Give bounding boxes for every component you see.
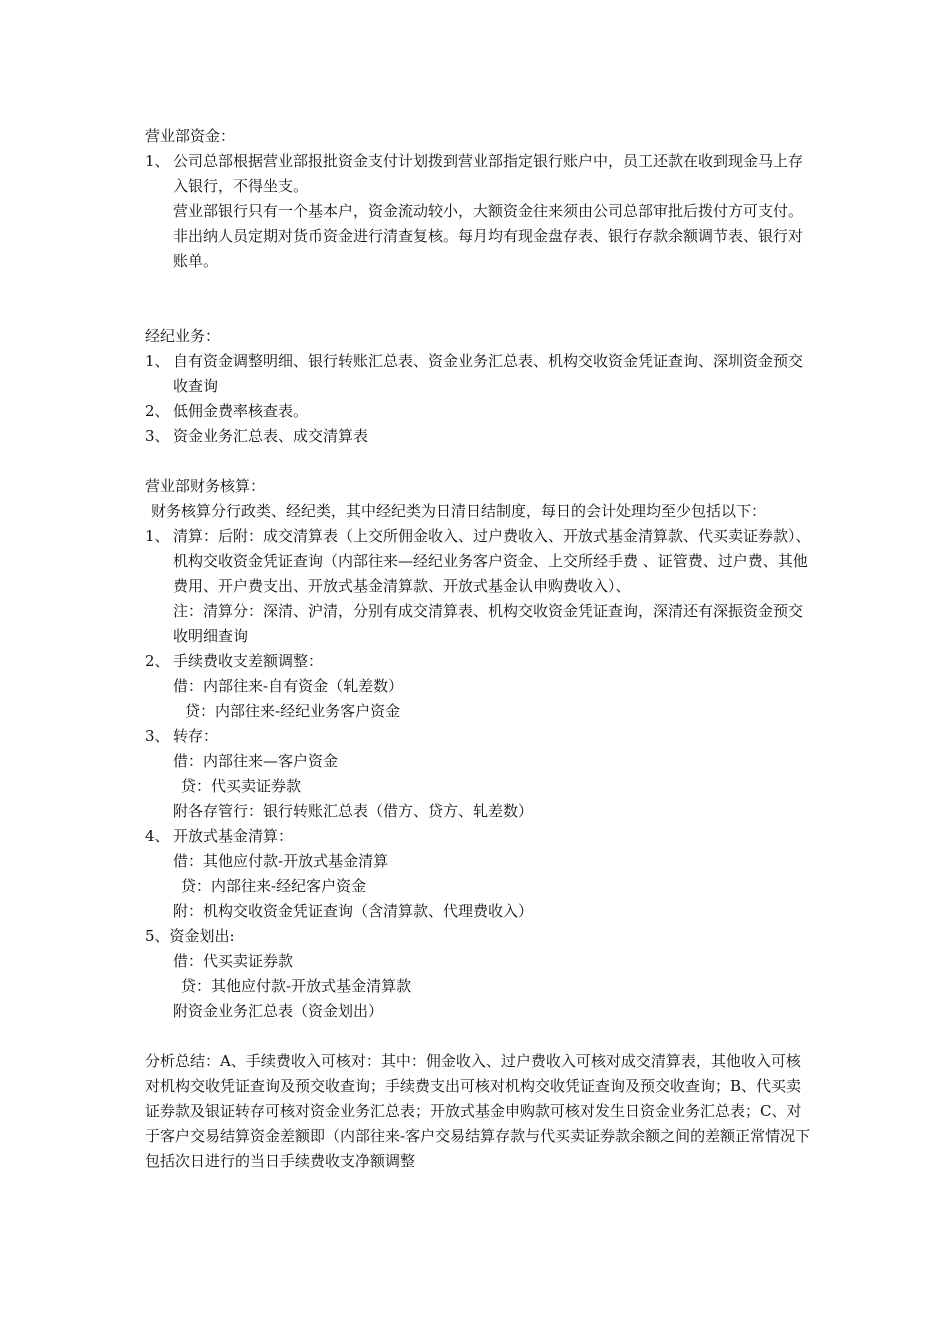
credit-entry: 贷：代买卖证券款 [181,777,302,795]
list-item-text: 手续费收支差额调整： [173,652,324,670]
note-paragraph: 注：清算分：深清、沪清，分别有成交清算表、机构交收资金凭证查询，深清还有深振资金预交收明细查询 [173,602,804,645]
paragraph: 营业部银行只有一个基本户，资金流动较小，大额资金往来须由公司总部审批后拨付方可支付。非出纳人员定期对货币资金进行清查复核。每月均有现金盘存表、银行存款余额调节表、银行对账单。 [173,202,804,270]
list-item-heading: 5、资金划出: [145,927,235,945]
attachment-note: 附各存管行：银行转账汇总表（借方、贷方、轧差数） [173,802,534,820]
list-item-text: 转存： [173,727,219,745]
list-number: 1、 [145,152,170,170]
list-item-text: 自有资金调整明细、银行转账汇总表、资金业务汇总表、机构交收资金凭证查询、深圳资金预交收查询 [173,352,804,395]
spacer [145,449,815,474]
list-number: 3、 [145,427,170,445]
debit-entry: 借：代买卖证券款 [173,952,294,970]
credit-entry: 贷：其他应付款-开放式基金清算款 [181,977,412,995]
list-item-text: 清算：后附：成交清算表（上交所佣金收入、过户费收入、开放式基金清算款、代买卖证券款）、机构交收资金凭证查询（内部往来—经纪业务客户资金、上交所经手费 、证管费、过户费、其他费用、开户费支出、开放式基金清算款、开放式基金认申购费收入）、 [173,527,811,595]
list-number: 2、 [145,402,170,420]
debit-entry: 借：内部往来—客户资金 [173,752,339,770]
list-item [145,724,815,749]
credit-entry: 贷：内部往来-经纪业务客户资金 [185,702,401,720]
list-item [145,524,815,599]
intro-paragraph: 财务核算分行政类、经纪类，其中经纪类为日清日结制度，每日的会计处理均至少包括以下： [151,502,767,520]
list-number: 1、 [145,527,170,545]
list-item [145,824,815,849]
spacer [145,1024,815,1049]
section-heading-accounting: 营业部财务核算： [145,477,266,495]
section-heading-business-funds: 营业部资金： [145,127,236,145]
section-heading-brokerage: 经纪业务： [145,327,221,345]
list-number: 1、 [145,352,170,370]
attachment-note: 附：机构交收资金凭证查询（含清算款、代理费收入） [173,902,534,920]
list-item [145,149,815,199]
attachment-note: 附资金业务汇总表（资金划出） [173,1002,384,1020]
list-number: 4、 [145,827,170,845]
list-number: 2、 [145,652,170,670]
list-item [145,399,815,424]
list-item-text: 低佣金费率核查表。 [173,402,309,420]
credit-entry: 贷：内部往来-经纪客户资金 [181,877,367,895]
list-item [145,349,815,399]
document-body [145,124,815,1174]
list-item-text: 资金业务汇总表、成交清算表 [173,427,369,445]
list-item-text: 公司总部根据营业部报批资金支付计划拨到营业部指定银行账户中，员工还款在收到现金马上存入银行，不得坐支。 [173,152,804,195]
summary-paragraph: 分析总结：A、手续费收入可核对：其中：佣金收入、过户费收入可核对成交清算表，其他收入可核对机构交收凭证查询及预交收查询；手续费支出可核对机构交收凭证查询及预交收查询；B、代买卖证券款及银证转存可核对资金业务汇总表；开放式基金申购款可核对发生日资金业务汇总表；C、对于客户交易结算资金差额即（内部往来-客户交易结算存款与代买卖证券款余额之间的差额正常情况下包括次日进行的当日手续费收支净额调整 [145,1052,811,1170]
spacer [145,274,815,324]
list-number: 3、 [145,727,170,745]
list-item [145,424,815,449]
debit-entry: 借：其他应付款-开放式基金清算 [173,852,389,870]
list-item [145,649,815,674]
list-item-text: 开放式基金清算： [173,827,294,845]
debit-entry: 借：内部往来-自有资金（轧差数） [173,677,404,695]
